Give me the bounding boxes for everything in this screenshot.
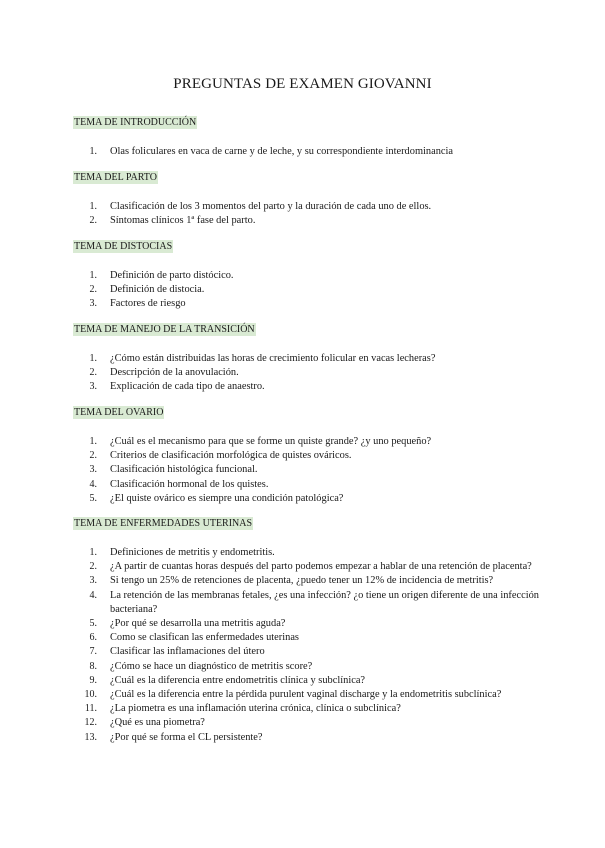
section-heading: TEMA DEL PARTO: [74, 172, 157, 183]
list-item: 5. ¿El quiste ovárico es siempre una condición patológica?: [89, 492, 344, 504]
document-title: PREGUNTAS DE EXAMEN GIOVANNI: [173, 76, 432, 92]
section-heading: TEMA DEL OVARIO: [74, 407, 164, 418]
list-item: 10. ¿Cuál es la diferencia entre la pérdida purulent vaginal discharge y la endometritis subclínica?: [84, 689, 502, 701]
list-item: 11. ¿La piometra es una inflamación uterina crónica, clínica o subclínica?: [84, 703, 401, 715]
list-item: 8. ¿Cómo se hace un diagnóstico de metritis score?: [89, 660, 313, 672]
list-item: 7. Clasificar las inflamaciones del útero: [89, 646, 265, 658]
list-item: 3. Explicación de cada tipo de anaestro.: [89, 381, 265, 393]
question-list: [73, 145, 543, 159]
list-item: 2. Criterios de clasificación morfológica de quistes ováricos.: [89, 450, 352, 462]
section-heading: TEMA DE DISTOCIAS: [74, 241, 173, 252]
section-manejo-transicion: [73, 319, 543, 395]
section-parto: [73, 167, 543, 228]
section-heading: TEMA DE INTRODUCCIÓN: [74, 117, 197, 128]
list-item: 2. Definición de distocia.: [89, 284, 205, 296]
list-item: 3. Si tengo un 25% de retenciones de placenta, ¿puedo tener un 12% de incidencia de metritis?: [89, 575, 494, 587]
list-item: 1. Olas foliculares en vaca de carne y de leche, y su correspondiente interdominancia: [89, 146, 454, 157]
question-list: [73, 435, 543, 506]
section-distocias: [73, 236, 543, 312]
list-item: 3. Factores de riesgo: [89, 298, 186, 310]
list-item: 1. ¿Cómo están distribuidas las horas de crecimiento folicular en vacas lecheras?: [89, 353, 436, 364]
section-heading: TEMA DE ENFERMEDADES UTERINAS: [74, 518, 253, 529]
question-list: [73, 352, 543, 395]
question-list: [73, 546, 543, 745]
list-item: 4. La retención de las membranas fetales, ¿es una infección? ¿o tiene un origen diferente de una infección bacteriana?: [89, 589, 539, 615]
list-item: 1. ¿Cuál es el mecanismo para que se forme un quiste grande? ¿y uno pequeño?: [89, 436, 432, 447]
question-list: [73, 269, 543, 312]
list-item: 1. Definiciones de metritis y endometritis.: [89, 547, 275, 558]
list-item: 2. ¿A partir de cuantas horas después del parto podemos empezar a hablar de una retención de placenta?: [89, 561, 532, 573]
list-item: 1. Clasificación de los 3 momentos del parto y la duración de cada uno de ellos.: [89, 201, 432, 212]
list-item: 2. Síntomas clínicos 1ª fase del parto.: [89, 215, 256, 227]
list-item: 12. ¿Qué es una piometra?: [84, 717, 205, 729]
list-item: 2. Descripción de la anovulación.: [89, 367, 239, 379]
section-enfermedades-uterinas: [73, 513, 543, 745]
list-item: 5. ¿Por qué se desarrolla una metritis aguda?: [89, 618, 286, 630]
list-item: 3. Clasificación histológica funcional.: [89, 464, 258, 476]
list-item: 9. ¿Cuál es la diferencia entre endometritis clínica y subclínica?: [89, 674, 366, 686]
section-ovario: [73, 402, 543, 506]
question-list: [73, 200, 543, 228]
list-item: 1. Definición de parto distócico.: [89, 270, 234, 281]
list-item: 13. ¿Por qué se forma el CL persistente?: [84, 731, 263, 743]
list-item: 6. Como se clasifican las enfermedades uterinas: [89, 632, 299, 644]
section-introduccion: [73, 112, 543, 159]
section-heading: TEMA DE MANEJO DE LA TRANSICIÓN: [74, 324, 255, 335]
list-item: 4. Clasificación hormonal de los quistes.: [89, 478, 269, 490]
